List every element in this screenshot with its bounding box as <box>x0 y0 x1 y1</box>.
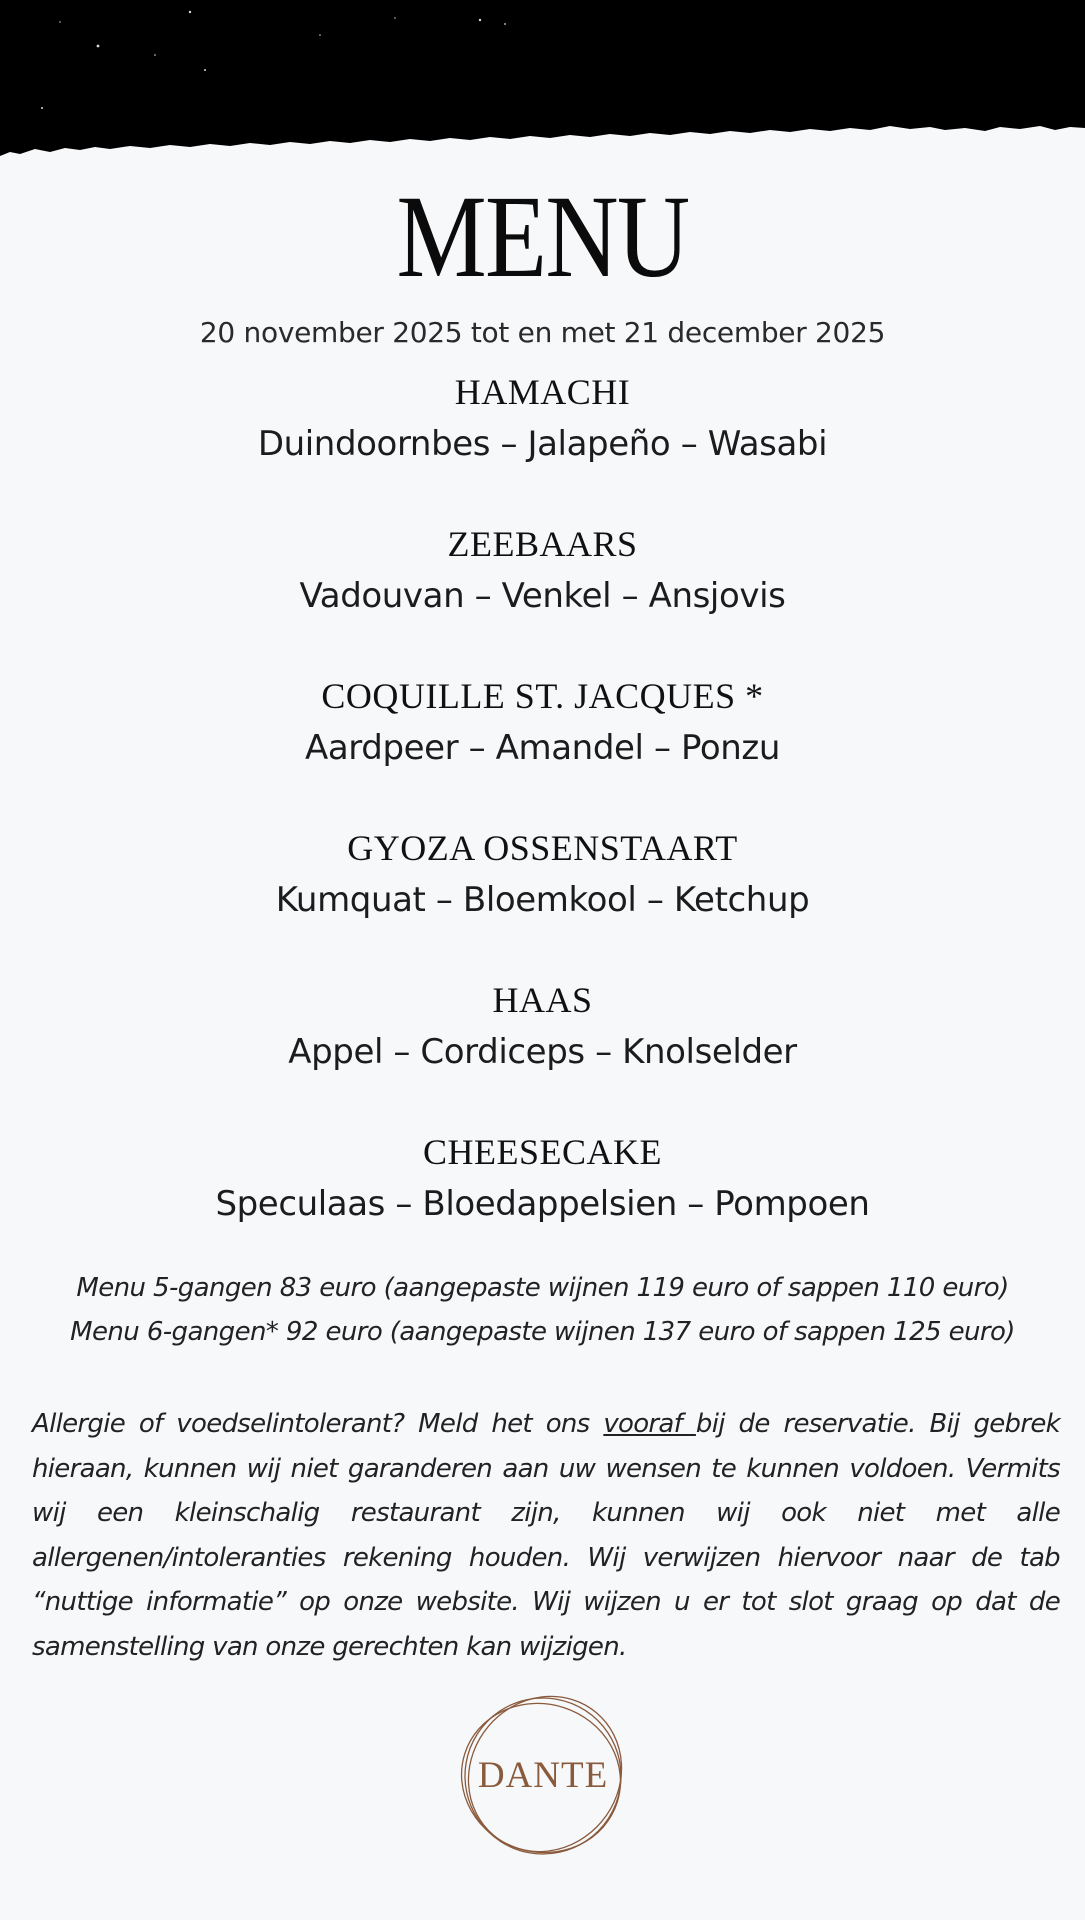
course-item <box>0 370 1085 468</box>
course-name: COQUILLE ST. JACQUES * <box>321 676 764 716</box>
course-item <box>0 674 1085 772</box>
course-description: Speculaas – Bloedappelsien – Pompoen <box>215 1184 870 1224</box>
course-item <box>0 978 1085 1076</box>
course-description: Duindoornbes – Jalapeño – Wasabi <box>257 424 828 464</box>
course-description: Kumquat – Bloemkool – Ketchup <box>275 880 810 920</box>
course-description: Aardpeer – Amandel – Ponzu <box>304 728 781 768</box>
course-name: CHEESECAKE <box>423 1132 662 1172</box>
notice-text-end: bij de reservatie. Bij gebrek hieraan, kunnen wij niet garanderen aan uw wensen te kunnen voldoen. Vermits wij een kleinschalig restaurant zijn, kunnen wij ook niet met alle allergenen/intoleranties rekening houden. Wij verwijzen hiervoor naar de tab “nuttige informatie” op onze website. Wij wijzen u er tot slot graag op dat de samenstelling van onze gerechten kan wijzigen. <box>32 1409 1060 1662</box>
menu-title: MENU <box>396 171 689 302</box>
allergy-notice <box>32 1402 1060 1669</box>
logo-text: DANTE <box>477 1755 609 1796</box>
course-item <box>0 522 1085 620</box>
price-line-5-course: Menu 5-gangen 83 euro (aangepaste wijnen 119 euro of sappen 110 euro) <box>76 1273 1009 1303</box>
course-item <box>0 826 1085 924</box>
date-range: 20 november 2025 tot en met 21 december 2025 <box>199 316 886 349</box>
notice-underlined-word: vooraf <box>603 1409 696 1439</box>
course-name: HAAS <box>492 980 593 1020</box>
course-description: Vadouvan – Venkel – Ansjovis <box>299 576 786 616</box>
course-description: Appel – Cordiceps – Knolselder <box>288 1032 797 1072</box>
course-name: HAMACHI <box>454 372 631 412</box>
course-item <box>0 1130 1085 1228</box>
notice-text-start: Allergie of voedselintolerant? Meld het ons <box>32 1409 604 1439</box>
course-name: ZEEBAARS <box>447 524 638 564</box>
dante-logo <box>453 1690 633 1860</box>
course-name: GYOZA OSSENSTAART <box>347 828 738 868</box>
price-list <box>0 1266 1085 1354</box>
price-line-6-course: Menu 6-gangen* 92 euro (aangepaste wijnen 137 euro of sappen 125 euro) <box>70 1317 1015 1347</box>
